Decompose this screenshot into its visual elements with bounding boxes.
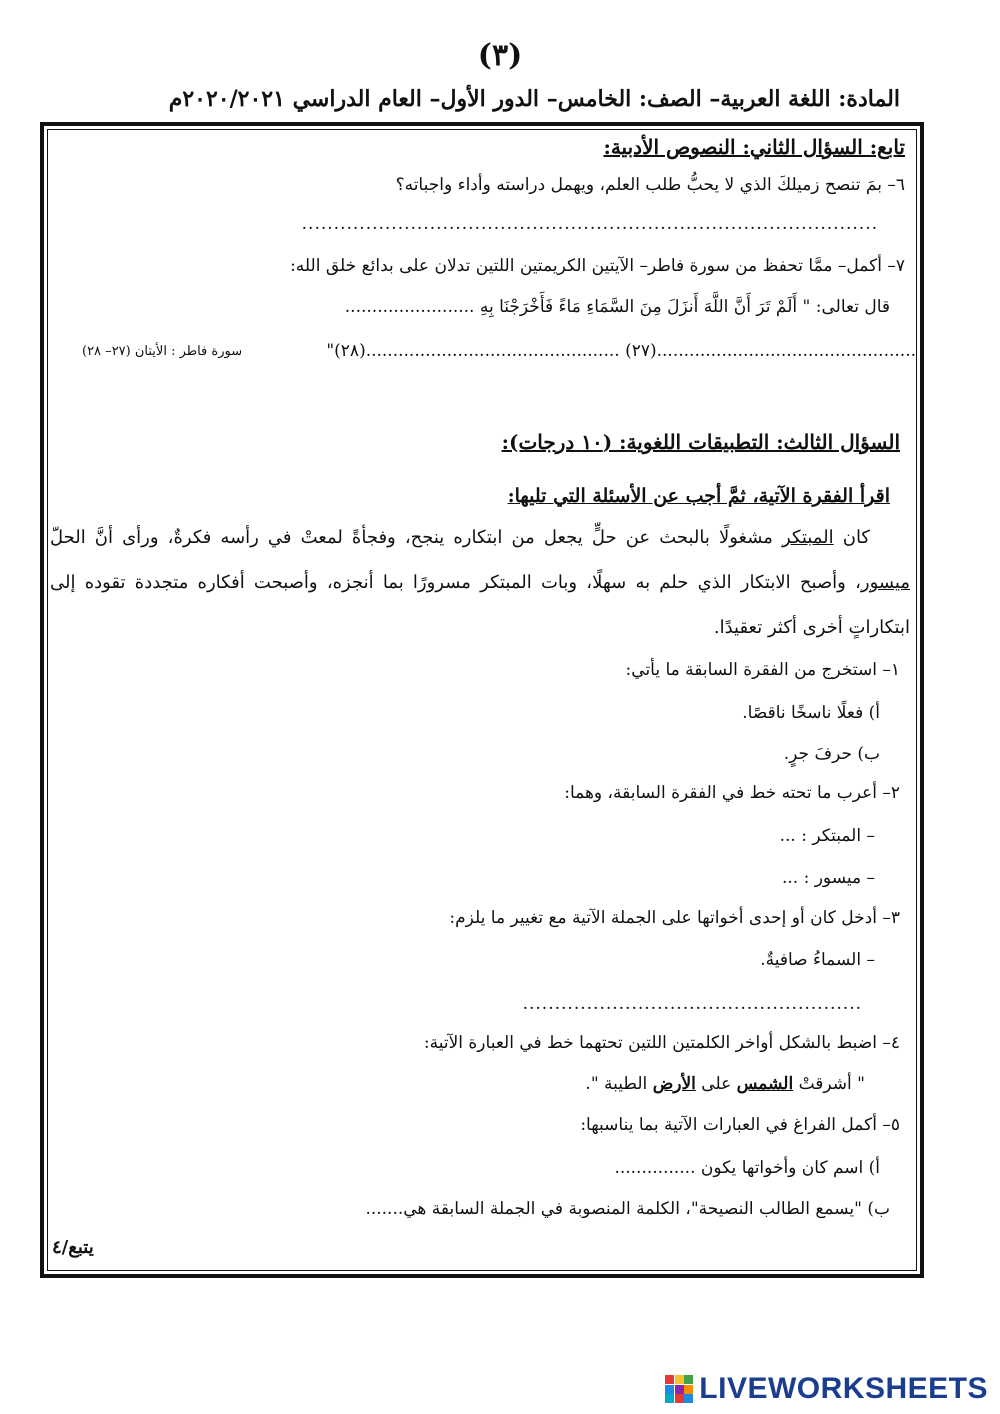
q3-item4: ٤– اضبط بالشكل أواخر الكلمتين اللتين تحتهما خط في العبارة الآتية: bbox=[423, 1033, 900, 1053]
page-number: (٣) bbox=[477, 38, 523, 73]
underlined-word-ard[interactable]: الأرض bbox=[652, 1074, 696, 1094]
q3-item1b: ب) حرفَ جرٍ. bbox=[783, 744, 880, 764]
q3-item2b[interactable]: – ميسور : ... bbox=[781, 868, 875, 888]
q3-item2a[interactable]: – المبتكر : ... bbox=[779, 826, 875, 846]
sentence-open: " أشرقتْ bbox=[793, 1074, 865, 1094]
q3-item2: ٢– أعرب ما تحته خط في الفقرة السابقة، وهما: bbox=[564, 783, 900, 803]
sentence-close: الطيبة ". bbox=[585, 1074, 653, 1094]
para-part-b: مشغولًا بالبحث عن حلٍّ يجعل من ابتكاره ينجح، وفجأةً لمعتْ في رأسه فكرةٌ، ورأى أنَّ الحلّ bbox=[50, 527, 783, 548]
q2-item7: ٧– أكمل– ممَّا تحفظ من سورة فاطر– الآيتين الكريمتين اللتين تدلان على بدائع خلق الله: bbox=[290, 256, 905, 276]
q2-item6: ٦– بمَ تنصح زميلكَ الذي لا يحبُّ طلب العلم، ويهمل دراسته وأداء واجباته؟ bbox=[395, 175, 905, 195]
subject-header: المادة: اللغة العربية– الصف: الخامس– الدور الأول– العام الدراسي ٢٠٢٠/٢٠٢١م bbox=[168, 86, 900, 112]
q2-title: تابع: السؤال الثاني: النصوص الأدبية: bbox=[603, 135, 905, 159]
verse-reference: سورة فاطر : الأيتان (٢٧– ٢٨) bbox=[82, 344, 243, 359]
q3-instruction: اقرأ الفقرة الآتية، ثمَّ أجب عن الأسئلة التي تليها: bbox=[507, 485, 890, 507]
reading-paragraph bbox=[50, 515, 910, 650]
verse-continuation[interactable]: ................................................(٢٧) ...............................................(٢٨)" bbox=[326, 341, 916, 361]
q3-title: السؤال الثالث: التطبيقات اللغوية: (١٠ درجات): bbox=[501, 430, 900, 454]
q3-item5a[interactable]: أ) اسم كان وأخواتها يكون ............... bbox=[614, 1158, 880, 1178]
para-part-a: كان bbox=[833, 527, 870, 548]
q2-item6-answer-dots[interactable]: .......................................................................................... bbox=[301, 214, 878, 234]
liveworksheets-brand bbox=[665, 1372, 988, 1406]
q3-item4-sentence bbox=[585, 1074, 865, 1094]
liveworksheets-logo-icon bbox=[665, 1375, 693, 1403]
underlined-word-shams[interactable]: الشمس bbox=[736, 1074, 794, 1094]
sentence-mid: على bbox=[695, 1074, 737, 1094]
liveworksheets-wordmark: LIVEWORKSHEETS bbox=[699, 1372, 988, 1405]
para-part-c: ، وأصبح الابتكار الذي حلم به سهلًا، وبات المبتكر مسرورًا بما أنجزه، وأصبحت أفكاره متجددة تقوده إلى ابتكاراتٍ أخرى أكثر تعقيدًا. bbox=[50, 572, 910, 638]
verse-start: قال تعالى: " أَلَمْ تَرَ أَنَّ اللَّهَ أَنزَلَ مِنَ السَّمَاءِ مَاءً فَأَخْرَجْنَا بِهِ ........................ bbox=[344, 297, 890, 317]
q3-item3-answer-dots[interactable]: ..................................................... bbox=[522, 994, 862, 1014]
underlined-word-mubtakir: المبتكر bbox=[782, 527, 834, 548]
exam-frame bbox=[40, 122, 924, 1278]
q3-item5b[interactable]: ب) "يسمع الطالب النصيحة"، الكلمة المنصوبة في الجملة السابقة هي....... bbox=[365, 1199, 890, 1219]
q3-item3: ٣– أدخل كان أو إحدى أخواتها على الجملة الآتية مع تغيير ما يلزم: bbox=[449, 908, 900, 928]
q3-item1a: أ) فعلًا ناسخًا ناقصًا. bbox=[742, 703, 880, 723]
underlined-word-maysur: ميسور bbox=[860, 572, 910, 593]
q3-item1: ١– استخرج من الفقرة السابقة ما يأتي: bbox=[625, 660, 900, 680]
q3-item5: ٥– أكمل الفراغ في العبارات الآتية بما يناسبها: bbox=[580, 1115, 900, 1135]
q3-item3a: – السماءُ صافيةٌ. bbox=[760, 950, 875, 970]
continue-note: يتبع/٤ bbox=[52, 1237, 94, 1258]
